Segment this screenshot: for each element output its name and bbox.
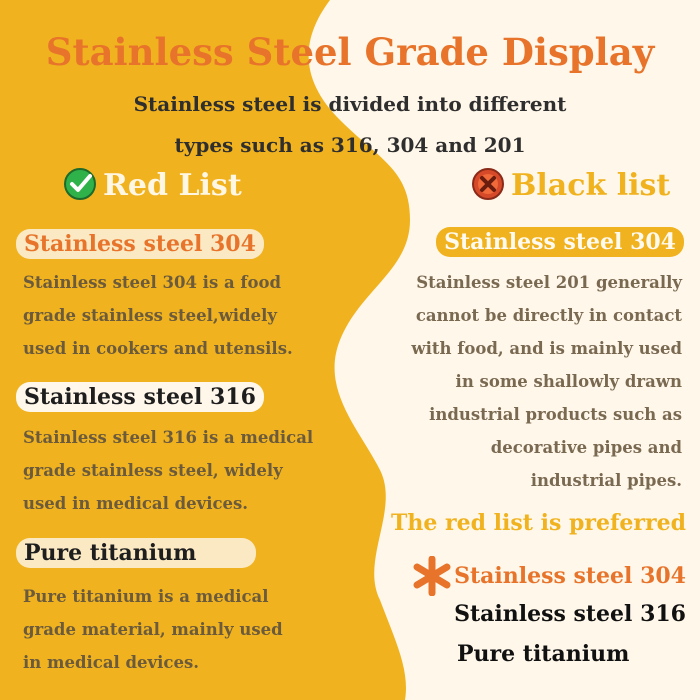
- desc-line: grade stainless steel,widely: [23, 306, 277, 325]
- desc-line: industrial products such as: [429, 405, 682, 424]
- desc-line: Stainless steel 201 generally: [416, 273, 682, 292]
- preferred-item-2: Stainless steel 316: [454, 601, 686, 627]
- desc-line: in some shallowly drawn: [455, 372, 682, 391]
- desc-line: Stainless steel 304 is a food: [23, 273, 282, 292]
- subtitle-line-2: types such as 316, 304 and 201: [174, 133, 526, 157]
- desc-line: used in cookers and utensils.: [23, 339, 293, 358]
- black-item-label: Stainless steel 304: [436, 227, 684, 257]
- red-list-heading: [63, 168, 242, 204]
- black-list-heading-text: Black list: [511, 168, 671, 203]
- red-item-2-label: Stainless steel 316: [16, 382, 264, 412]
- desc-line: Stainless steel 316 is a medical: [23, 428, 314, 447]
- desc-line: in medical devices.: [23, 653, 199, 672]
- page-title: Stainless Steel Grade Display: [45, 30, 655, 74]
- desc-line: cannot be directly in contact: [415, 306, 682, 325]
- desc-line: grade stainless steel, widely: [23, 461, 283, 480]
- red-list-heading-text: Red List: [103, 168, 242, 203]
- desc-line: grade material, mainly used: [23, 620, 283, 639]
- red-item-3-desc: [23, 580, 323, 679]
- subtitle-line-1: Stainless steel is divided into different: [133, 92, 567, 116]
- red-x-icon: [471, 167, 505, 201]
- black-list-heading: [471, 168, 670, 204]
- red-item-2-desc: [23, 421, 323, 520]
- desc-line: industrial pipes.: [530, 471, 682, 490]
- red-item-3-label: Pure titanium: [16, 538, 256, 568]
- red-item-1-desc: [23, 266, 323, 365]
- desc-line: used in medical devices.: [23, 494, 249, 513]
- preferred-label: The red list is preferred: [391, 510, 686, 536]
- black-item-desc: [382, 266, 682, 497]
- preferred-item-1: Stainless steel 304: [454, 563, 686, 589]
- desc-line: with food, and is mainly used: [411, 339, 682, 358]
- asterisk-icon: [412, 556, 452, 596]
- desc-line: decorative pipes and: [490, 438, 682, 457]
- green-check-icon: [63, 167, 97, 201]
- desc-line: Pure titanium is a medical: [23, 587, 269, 606]
- preferred-item-3: Pure titanium: [457, 641, 630, 667]
- red-item-1-label: Stainless steel 304: [16, 229, 264, 259]
